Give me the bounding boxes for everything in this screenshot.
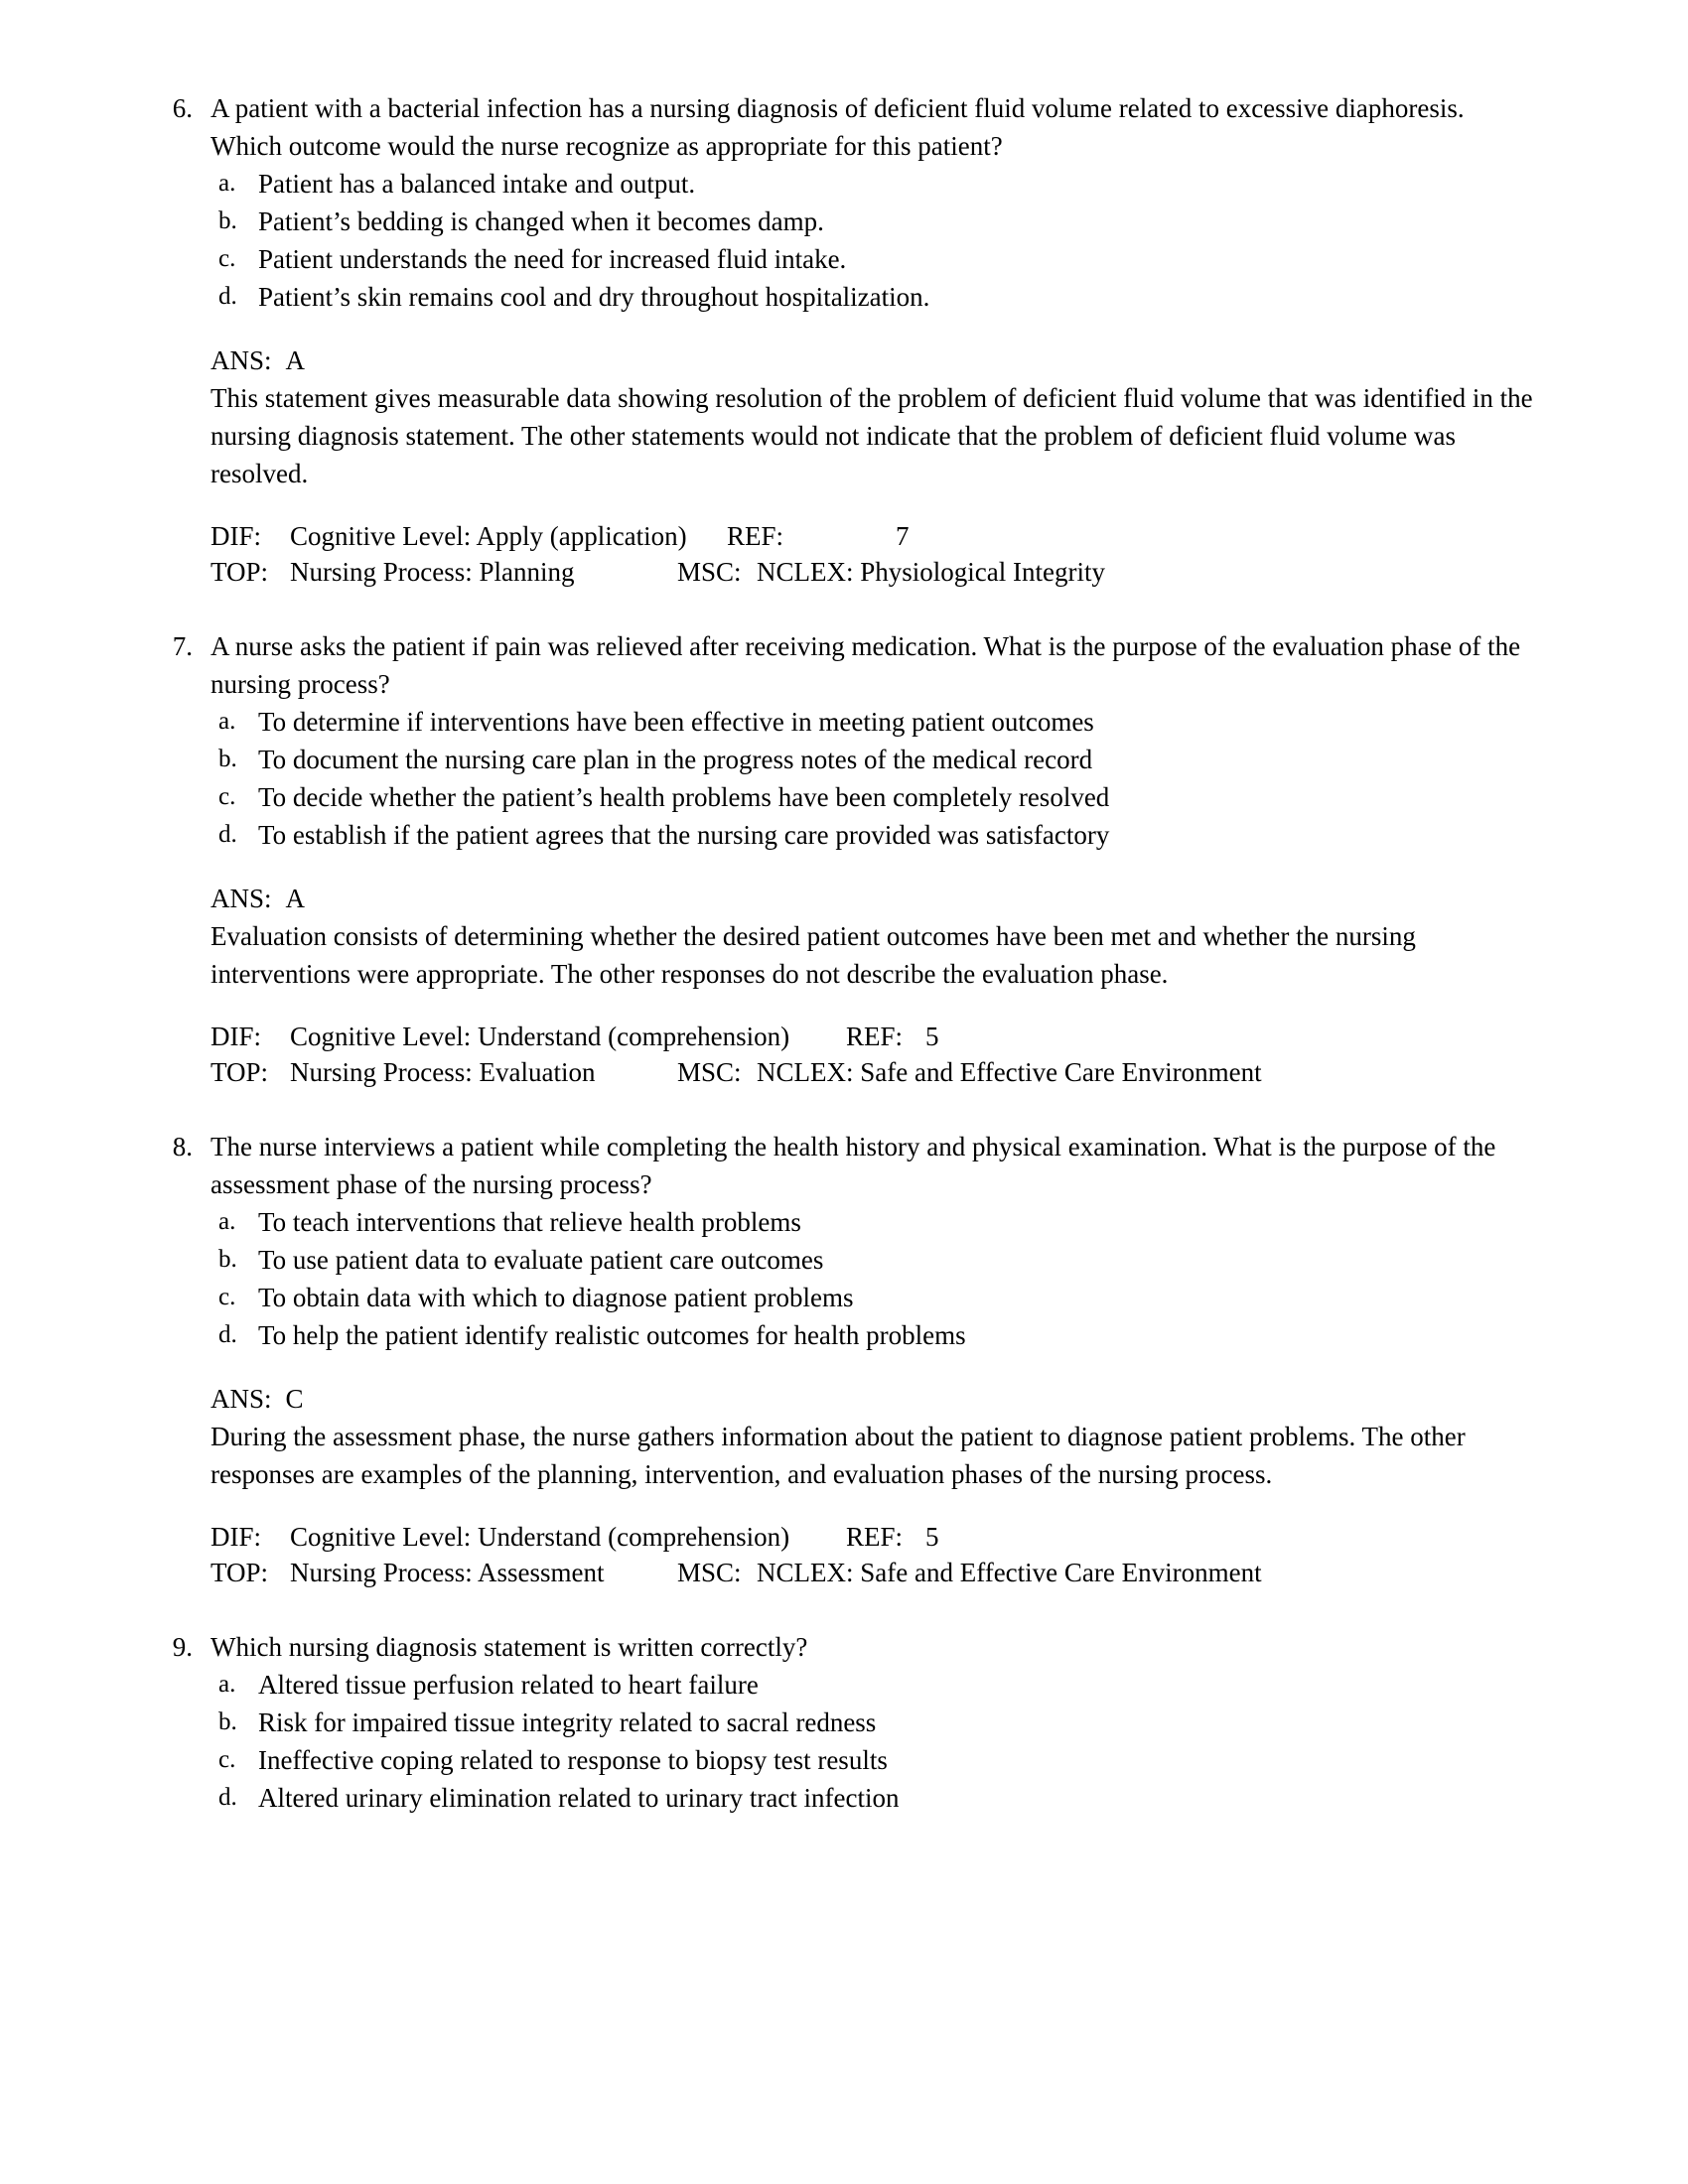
top-label: TOP:	[211, 1558, 269, 1587]
question-stem-row	[159, 627, 1539, 703]
option-item[interactable]	[211, 278, 1539, 316]
ref-value: 5	[925, 1022, 939, 1051]
question-number: 7.	[172, 631, 193, 661]
option-letter: b.	[218, 1246, 237, 1273]
dif-value: Cognitive Level: Understand (comprehension)	[290, 1522, 790, 1552]
top-group	[211, 554, 677, 590]
question-stem-row	[159, 89, 1539, 165]
option-text: To help the patient identify realistic outcomes for health problems	[258, 1320, 966, 1350]
dif-label: DIF:	[211, 1022, 262, 1051]
answer-options-list	[159, 703, 1539, 854]
question-text: Which nursing diagnosis statement is written correctly?	[211, 1632, 808, 1662]
top-group	[211, 1054, 677, 1090]
answer-label: ANS:	[211, 884, 272, 913]
metadata-line-top	[211, 1555, 1539, 1590]
option-text: To establish if the patient agrees that the nursing care provided was satisfactory	[258, 820, 1110, 850]
option-item[interactable]	[211, 240, 1539, 278]
option-text: To teach interventions that relieve health problems	[258, 1207, 801, 1237]
option-item[interactable]	[211, 1666, 1539, 1704]
option-text: Altered tissue perfusion related to heart failure	[258, 1670, 759, 1700]
question-text: A patient with a bacterial infection has a nursing diagnosis of deficient fluid volume related to excessive diaphoresis. Which outcome would the nurse recognize as appropriate for this patient?	[211, 93, 1465, 161]
question-block	[159, 89, 1539, 590]
answer-block	[159, 880, 1539, 993]
msc-label: MSC:	[677, 557, 742, 587]
option-item[interactable]	[211, 778, 1539, 816]
option-text: Patient has a balanced intake and output.	[258, 169, 696, 199]
option-letter: a.	[218, 1208, 236, 1235]
answer-label: ANS:	[211, 1384, 272, 1414]
option-letter: d.	[218, 283, 237, 310]
msc-label: MSC:	[677, 1057, 742, 1087]
option-text: Patient’s skin remains cool and dry throughout hospitalization.	[258, 282, 930, 312]
option-item[interactable]	[211, 203, 1539, 240]
ref-label: REF:	[727, 521, 784, 551]
top-label: TOP:	[211, 1057, 269, 1087]
top-label: TOP:	[211, 557, 269, 587]
answer-value: C	[285, 1384, 304, 1414]
option-letter: b.	[218, 207, 237, 234]
option-text: Patient’s bedding is changed when it becomes damp.	[258, 206, 824, 236]
metadata-line-dif	[211, 1519, 1539, 1555]
option-letter: d.	[218, 821, 237, 848]
answer-block	[159, 1380, 1539, 1493]
option-text: Patient understands the need for increased fluid intake.	[258, 244, 847, 274]
option-item[interactable]	[211, 1241, 1539, 1279]
question-stem-row	[159, 1128, 1539, 1203]
option-letter: d.	[218, 1321, 237, 1348]
option-letter: c.	[218, 245, 236, 272]
ref-label: REF:	[846, 1522, 904, 1552]
option-text: To obtain data with which to diagnose patient problems	[258, 1283, 854, 1312]
option-item[interactable]	[211, 165, 1539, 203]
option-item[interactable]	[211, 1779, 1539, 1817]
question-number: 9.	[172, 1632, 193, 1662]
dif-group	[211, 518, 727, 554]
option-letter: b.	[218, 1708, 237, 1735]
option-text: To use patient data to evaluate patient care outcomes	[258, 1245, 824, 1275]
dif-value: Cognitive Level: Apply (application)	[290, 521, 687, 551]
msc-value: NCLEX: Safe and Effective Care Environment	[757, 1057, 1262, 1087]
metadata-line-top	[211, 554, 1539, 590]
metadata-block	[159, 1019, 1539, 1090]
rationale-text: Evaluation consists of determining whether the desired patient outcomes have been met and whether the nursing interventions were appropriate. The other responses do not describe the evaluation phase.	[211, 921, 1416, 989]
option-text: Ineffective coping related to response to biopsy test results	[258, 1745, 888, 1775]
answer-options-list	[159, 1203, 1539, 1354]
metadata-block	[159, 1519, 1539, 1590]
option-letter: c.	[218, 1284, 236, 1310]
option-letter: d.	[218, 1784, 237, 1811]
metadata-line-dif	[211, 518, 1539, 554]
option-letter: a.	[218, 708, 236, 735]
option-letter: a.	[218, 170, 236, 197]
option-item[interactable]	[211, 1203, 1539, 1241]
dif-group	[211, 1019, 846, 1054]
top-value: Nursing Process: Evaluation	[290, 1057, 596, 1087]
option-item[interactable]	[211, 1741, 1539, 1779]
option-text: Risk for impaired tissue integrity related to sacral redness	[258, 1707, 877, 1737]
option-letter: c.	[218, 783, 236, 810]
msc-value: NCLEX: Safe and Effective Care Environment	[757, 1558, 1262, 1587]
rationale-text: This statement gives measurable data showing resolution of the problem of deficient fluid volume that was identified in the nursing diagnosis statement. The other statements would not indicate that the problem of deficient fluid volume was resolved.	[211, 383, 1533, 488]
page-content	[159, 89, 1539, 1817]
question-number: 8.	[172, 1132, 193, 1161]
option-text: Altered urinary elimination related to urinary tract infection	[258, 1783, 900, 1813]
answer-line	[211, 880, 1539, 917]
answer-line	[211, 1380, 1539, 1418]
ref-value: 7	[896, 521, 910, 551]
option-text: To determine if interventions have been effective in meeting patient outcomes	[258, 707, 1094, 737]
answer-value: A	[285, 345, 306, 375]
option-item[interactable]	[211, 1279, 1539, 1316]
question-text: The nurse interviews a patient while completing the health history and physical examination. What is the purpose of the assessment phase of the nursing process?	[211, 1132, 1496, 1199]
option-letter: c.	[218, 1746, 236, 1773]
question-text: A nurse asks the patient if pain was relieved after receiving medication. What is the purpose of the evaluation phase of the nursing process?	[211, 631, 1521, 699]
top-value: Nursing Process: Planning	[290, 557, 575, 587]
dif-label: DIF:	[211, 1522, 262, 1552]
question-number: 6.	[172, 93, 193, 123]
answer-value: A	[285, 884, 306, 913]
rationale-text: During the assessment phase, the nurse gathers information about the patient to diagnose patient problems. The other responses are examples of the planning, intervention, and evaluation phases of the nursing process.	[211, 1422, 1466, 1489]
option-item[interactable]	[211, 1316, 1539, 1354]
answer-options-list	[159, 1666, 1539, 1817]
option-letter: a.	[218, 1671, 236, 1698]
ref-label: REF:	[846, 1022, 904, 1051]
msc-label: MSC:	[677, 1558, 742, 1587]
answer-block	[159, 341, 1539, 492]
dif-value: Cognitive Level: Understand (comprehension)	[290, 1022, 790, 1051]
metadata-line-top	[211, 1054, 1539, 1090]
option-letter: b.	[218, 746, 237, 772]
top-group	[211, 1555, 677, 1590]
option-text: To document the nursing care plan in the progress notes of the medical record	[258, 745, 1093, 774]
option-item[interactable]	[211, 703, 1539, 741]
option-item[interactable]	[211, 1704, 1539, 1741]
option-item[interactable]	[211, 816, 1539, 854]
metadata-block	[159, 518, 1539, 590]
dif-label: DIF:	[211, 521, 262, 551]
dif-group	[211, 1519, 846, 1555]
answer-line	[211, 341, 1539, 379]
question-block	[159, 1628, 1539, 1817]
question-block	[159, 627, 1539, 1090]
question-stem-row	[159, 1628, 1539, 1666]
top-value: Nursing Process: Assessment	[290, 1558, 605, 1587]
question-block	[159, 1128, 1539, 1590]
ref-value: 5	[925, 1522, 939, 1552]
msc-value: NCLEX: Physiological Integrity	[757, 557, 1105, 587]
option-item[interactable]	[211, 741, 1539, 778]
answer-options-list	[159, 165, 1539, 316]
answer-label: ANS:	[211, 345, 272, 375]
option-text: To decide whether the patient’s health problems have been completely resolved	[258, 782, 1110, 812]
metadata-line-dif	[211, 1019, 1539, 1054]
